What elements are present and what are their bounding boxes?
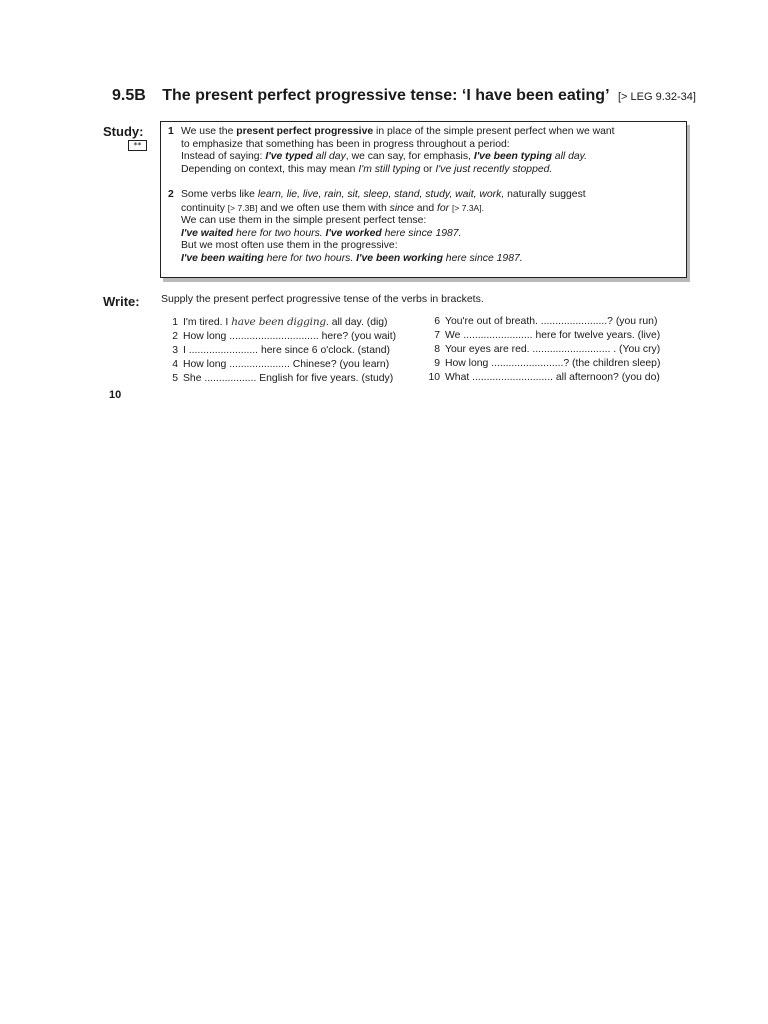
study-text-segment: in place of the simple present perfect when we want bbox=[373, 126, 615, 137]
exercise-number: 3 bbox=[172, 345, 178, 356]
exercise-text: She .................. English for five years. (study) bbox=[183, 373, 394, 384]
study-text-segment: We can use them in the simple present perfect tense: bbox=[181, 215, 427, 227]
study-text-segment: I've waited bbox=[181, 227, 234, 239]
study-line bbox=[181, 164, 680, 177]
study-text-segment: , we can say, for emphasis, bbox=[345, 151, 474, 163]
study-box bbox=[160, 121, 687, 278]
handwritten-answer[interactable]: have been digging bbox=[231, 316, 326, 328]
study-line bbox=[181, 253, 680, 266]
exercise-item bbox=[428, 343, 660, 357]
exercise-text: You're out of breath. .......................? (you run) bbox=[445, 316, 658, 327]
study-line bbox=[181, 215, 680, 228]
exercise-column-left bbox=[166, 315, 396, 386]
study-line bbox=[181, 202, 680, 216]
study-text-segment: for bbox=[437, 202, 450, 214]
study-line bbox=[181, 240, 680, 253]
page-number: 10 bbox=[109, 389, 122, 401]
exercise-text: I ........................ here since 6 o'clock. (stand) bbox=[183, 345, 390, 356]
exercise-item bbox=[166, 372, 396, 386]
study-point bbox=[168, 189, 680, 266]
study-text-segment: Depending on context, this may mean bbox=[181, 163, 359, 175]
study-text-segment: Some verbs like bbox=[181, 189, 258, 200]
study-line bbox=[181, 139, 680, 152]
study-text-segment: or bbox=[420, 163, 436, 175]
exercise-text: I'm tired. I bbox=[183, 317, 232, 328]
exercise-number: 5 bbox=[172, 373, 178, 384]
study-point-body bbox=[181, 189, 680, 266]
study-text-segment: [> 7.3A]. bbox=[452, 202, 484, 213]
exercise-instruction: Supply the present perfect progressive tense of the verbs in brackets. bbox=[161, 293, 484, 305]
section-number: 9.5B bbox=[112, 87, 146, 104]
study-text-segment: here for two hours. bbox=[263, 252, 357, 264]
study-point-body bbox=[181, 126, 680, 176]
study-text-segment: and we often use them with bbox=[257, 202, 390, 214]
study-text-segment: I'm still typing bbox=[358, 163, 421, 175]
write-label: Write: bbox=[103, 294, 140, 309]
study-text-segment: [> 7.3B] bbox=[227, 202, 258, 213]
study-text-segment: all day. bbox=[551, 151, 587, 163]
difficulty-stars: ** bbox=[128, 140, 147, 151]
study-text-segment: I've worked bbox=[325, 227, 382, 239]
study-text-segment: Instead of saying: bbox=[181, 151, 266, 163]
exercise-item bbox=[166, 315, 396, 330]
study-text-segment: here since 1987. bbox=[442, 252, 523, 264]
study-line bbox=[181, 151, 680, 164]
exercise-text: How long .........................? (the children sleep) bbox=[445, 358, 661, 369]
exercise-number: 8 bbox=[434, 344, 440, 355]
study-text-segment: here since 1987. bbox=[381, 227, 462, 239]
study-line bbox=[181, 126, 680, 139]
study-text-segment: present perfect progressive bbox=[236, 126, 374, 137]
exercise-number: 9 bbox=[434, 358, 440, 369]
section-heading bbox=[112, 87, 696, 105]
exercise-text: How long ............................... here? (you wait) bbox=[183, 331, 397, 342]
exercise-text-end: . all day. (dig) bbox=[325, 317, 388, 328]
study-point-number: 2 bbox=[168, 189, 174, 200]
study-text-segment: naturally suggest bbox=[504, 189, 586, 200]
section-title: The present perfect progressive tense: ‘I have been eating’ bbox=[162, 87, 610, 104]
exercise-text: Your eyes are red. ........................... . (You cry) bbox=[445, 344, 661, 355]
study-point bbox=[168, 126, 680, 176]
study-text-segment: and bbox=[413, 202, 438, 214]
study-text-segment: I've been waiting bbox=[181, 252, 264, 264]
study-text-segment: since bbox=[389, 202, 414, 214]
exercise-column-right bbox=[428, 315, 660, 385]
study-text-segment: here for two hours. bbox=[233, 227, 326, 239]
study-line bbox=[181, 228, 680, 241]
exercise-item bbox=[166, 344, 396, 358]
exercise-item bbox=[166, 330, 396, 344]
exercise-number: 6 bbox=[434, 316, 440, 327]
exercise-text: How long ..................... Chinese? (you learn) bbox=[183, 359, 390, 370]
exercise-item bbox=[428, 371, 660, 385]
study-label: Study: bbox=[103, 124, 144, 139]
exercise-item bbox=[428, 357, 660, 371]
exercise-text: We ........................ here for twelve years. (live) bbox=[445, 330, 661, 341]
study-text-segment: to emphasize that something has been in progress throughout a period: bbox=[181, 138, 510, 150]
study-text-segment: I've been working bbox=[356, 252, 443, 264]
study-text-segment: I've just recently stopped. bbox=[435, 163, 553, 175]
study-point-number: 1 bbox=[168, 126, 174, 137]
exercise-number: 7 bbox=[434, 330, 440, 341]
exercise-number: 2 bbox=[172, 331, 178, 342]
study-text-segment: all day bbox=[312, 151, 346, 163]
exercise-item bbox=[428, 315, 660, 329]
exercise-text: What ............................ all afternoon? (you do) bbox=[445, 372, 660, 383]
exercise-item bbox=[166, 358, 396, 372]
exercise-number: 10 bbox=[428, 372, 440, 383]
study-text-segment: We use the bbox=[181, 126, 237, 137]
exercise-number: 1 bbox=[172, 317, 178, 328]
study-text-segment: But we most often use them in the progressive: bbox=[181, 240, 398, 252]
study-text-segment: learn, lie, live, rain, sit, sleep, stand, study, wait, work, bbox=[257, 189, 505, 200]
exercise-item bbox=[428, 329, 660, 343]
study-text-segment: I've typed bbox=[265, 151, 313, 163]
study-text-segment: continuity bbox=[181, 202, 228, 214]
study-text-segment: I've been typing bbox=[473, 151, 552, 163]
study-line bbox=[181, 189, 680, 202]
section-reference: [> LEG 9.32-34] bbox=[617, 91, 696, 103]
exercise-number: 4 bbox=[172, 359, 178, 370]
